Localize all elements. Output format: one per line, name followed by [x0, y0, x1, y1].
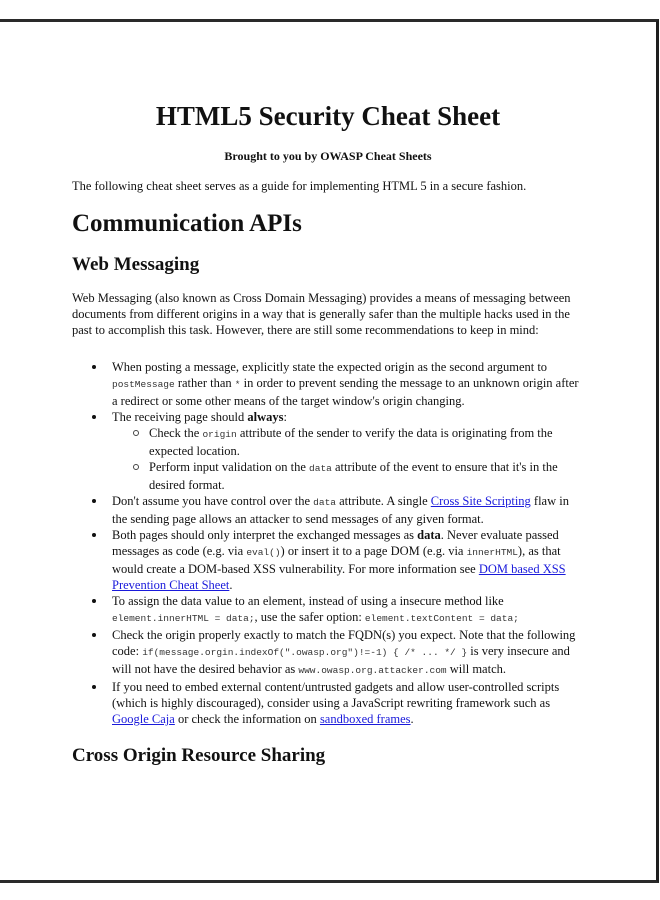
code-post-message: postMessage [112, 379, 175, 390]
text: Check the [149, 426, 203, 440]
code-asterisk: * [234, 379, 241, 390]
list-item-assign-data-value [72, 593, 582, 627]
list-item-check-origin-fqdn [72, 627, 582, 679]
document-title: HTML5 Security Cheat Sheet [155, 101, 501, 131]
document-page [0, 19, 659, 883]
text: When posting a message, explicitly state the expected origin as the second argument to [112, 360, 548, 374]
text: Perform input validation on the [149, 460, 310, 474]
text: The receiving page should [112, 410, 248, 424]
text: attribute. A single [335, 494, 431, 508]
code-data: data [309, 463, 332, 474]
text: will match. [446, 662, 507, 676]
list-item-embed-external-content [72, 679, 582, 727]
code-origin: origin [202, 429, 237, 440]
bold-always: always [247, 410, 284, 424]
intro-paragraph: The following cheat sheet serves as a guide for implementing HTML 5 in a secure fashion. [72, 179, 527, 193]
subsection-heading-cross-origin-resource-sharing: Cross Origin Resource Sharing [72, 745, 326, 766]
text: in order to prevent sending the message to an unknown origin after a redirect or some other means of the target window's origin changing. [112, 376, 579, 408]
receiving-page-sublist [112, 425, 582, 493]
list-item-interpret-as-data [72, 527, 582, 593]
text: : [283, 410, 287, 424]
link-cross-site-scripting[interactable]: Cross Site Scripting [430, 494, 531, 508]
list-item-data-attribute-control [72, 493, 582, 527]
text: attribute of the sender to verify the data is originating from the expected location. [149, 426, 553, 458]
link-sandboxed-frames[interactable]: sandboxed frames [319, 712, 411, 726]
code-inner-html-assign: element.innerHTML = data; [112, 613, 255, 624]
text: ) or insert it to a page DOM (e.g. via [280, 544, 467, 558]
code-inner-html: innerHTML [466, 547, 518, 558]
text: or check the information on [174, 712, 320, 726]
document-subtitle: Brought to you by OWASP Cheat Sheets [224, 149, 432, 163]
sublist-item-input-validation [112, 459, 582, 493]
bold-data: data [417, 528, 441, 542]
text: is very insecure and will not have the desired behavior as [112, 644, 570, 676]
text: To assign the data value to an element, instead of using a insecure method like [112, 594, 504, 608]
text: If you need to embed external content/untrusted gadgets and allow user-controlled scripts (which is highly discouraged), consider using a JavaScript rewriting framework such as [112, 680, 560, 710]
code-attacker-domain: www.owasp.org.attacker.com [298, 665, 447, 676]
text: . [229, 578, 233, 592]
text: flaw in the sending page allows an attacker to send messages of any given format. [112, 494, 569, 526]
text: Check the origin properly exactly to match the FQDN(s) you expect. Note that the following code: [112, 628, 576, 658]
text: . Never evaluate passed messages as code (e.g. via [112, 528, 559, 558]
text: Don't assume you have control over the [112, 494, 314, 508]
recommendations-list [72, 359, 582, 727]
subsection-heading-web-messaging: Web Messaging [72, 254, 200, 275]
code-data: data [313, 497, 336, 508]
code-text-content-assign: element.textContent = data; [364, 613, 519, 624]
link-google-caja[interactable]: Google Caja [112, 712, 175, 726]
text: attribute of the event to ensure that it's in the desired format. [149, 460, 558, 492]
list-item-receiving-page [72, 409, 582, 493]
text: rather than [174, 376, 235, 390]
code-eval: eval() [246, 547, 281, 558]
section-heading-communication-apis: Communication APIs [72, 210, 302, 237]
text: Both pages should only interpret the exchanged messages as [112, 528, 418, 542]
code-index-of-check: if(message.orgin.indexOf(".owasp.org")!=-1) { /* ... */ } [142, 647, 468, 658]
link-dom-xss-prevention-cheat-sheet[interactable]: DOM based XSS Prevention Cheat Sheet [112, 562, 566, 592]
text: . [410, 712, 414, 726]
text: , use the safer option: [254, 610, 365, 624]
list-item-post-message-origin [72, 359, 582, 409]
web-messaging-paragraph: Web Messaging (also known as Cross Domain Messaging) provides a means of messaging between documents from different origins in a way that is generally safer than the multiple hacks used in the past to accomplish this task. However, there are still some recommendations to keep in mind: [72, 291, 571, 337]
text: ), as that would create a DOM-based XSS vulnerability. For more information see [112, 544, 561, 576]
sublist-item-check-origin [112, 425, 582, 459]
